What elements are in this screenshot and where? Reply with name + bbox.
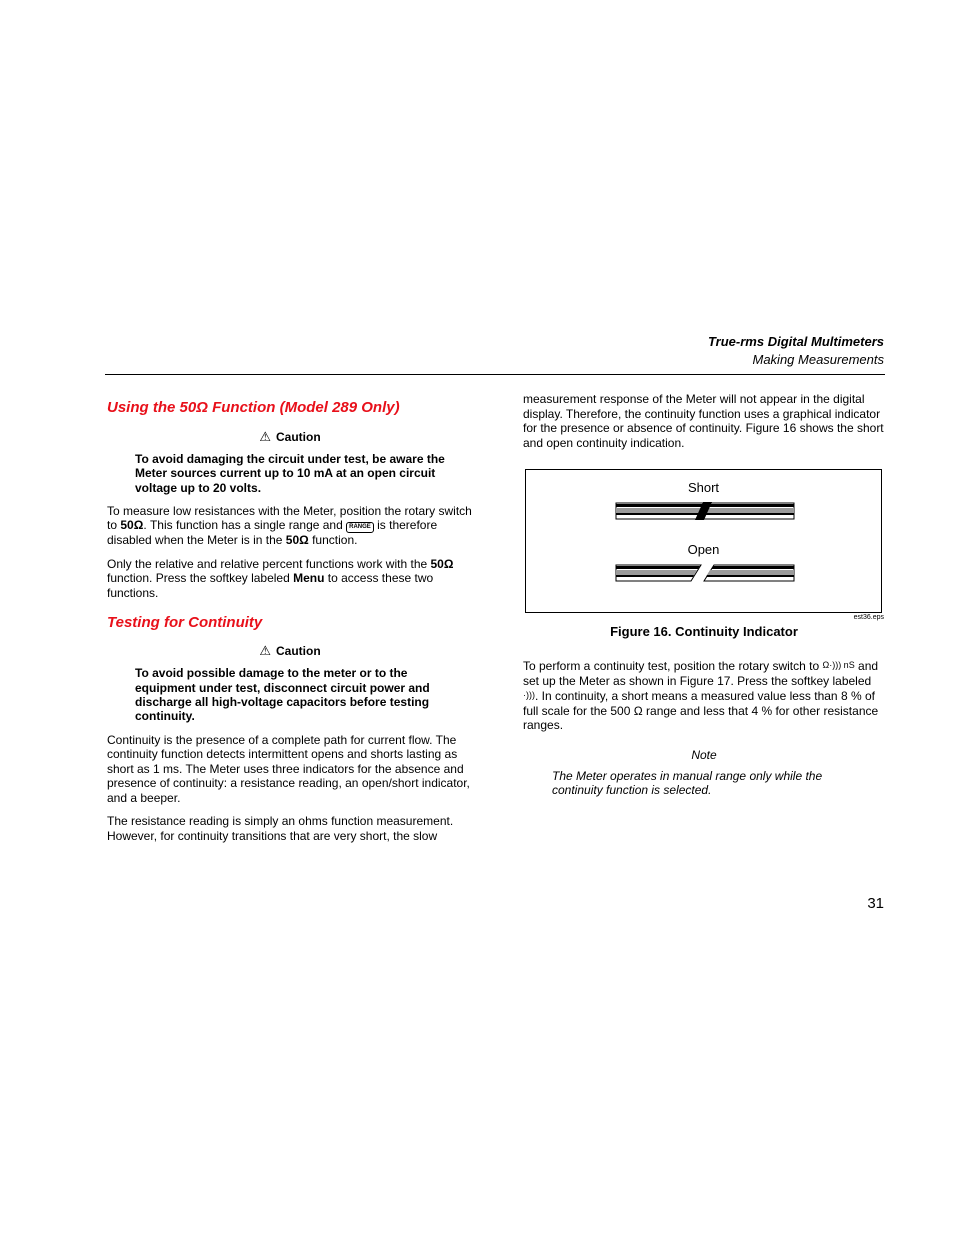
heading-prefix: Using the: [107, 399, 180, 416]
text-run: Only the relative and relative percent functions work with the: [107, 556, 431, 571]
running-header-title: True-rms Digital Multimeters: [707, 334, 884, 349]
paragraph: The resistance reading is simply an ohms function measurement. However, for continuity transitions that are very short, the slow: [107, 814, 454, 843]
paragraph: Continuity is the presence of a complete path for current flow. The continuity function detects intermittent opens and shorts lasting as short as 1 ms. The Meter uses three indicators for the absence and presence of continuity: a resistance reading, an open/short indicator, and a beeper.: [107, 732, 470, 805]
left-column: [107, 397, 473, 843]
text-run: . This function has a single range and: [143, 518, 347, 533]
warning-triangle-icon: ⚠: [259, 429, 271, 444]
running-header-subtitle: Making Measurements: [752, 352, 884, 367]
figure-file-id: est36.eps: [853, 614, 884, 621]
continuity-symbol-icon: Ω·))) nS: [822, 660, 855, 670]
section-heading-50ohm: [107, 397, 473, 419]
short-label: Short: [687, 480, 720, 495]
text-run: and set up the Meter as shown in Figure 17. Press the softkey labeled: [523, 659, 879, 688]
warning-triangle-icon: ⚠: [259, 643, 271, 659]
text-run: function.: [308, 533, 358, 548]
symbol-50ohm: 50Ω: [285, 533, 309, 548]
caution-text: To avoid damaging the circuit under test, be aware the Meter sources current up to 10 mA at an open circuit voltage up to 20 volts.: [135, 452, 445, 495]
section-heading-continuity: Testing for Continuity: [107, 614, 263, 632]
menu-label: Menu: [293, 571, 325, 586]
paragraph: [523, 658, 885, 733]
caution-heading: [107, 429, 473, 445]
paragraph: measurement response of the Meter will not appear in the digital display. Therefore, the continuity function uses a graphical indicator for the presence or absence of continuity. Figure 16 shows the short and open continuity indication.: [523, 392, 884, 450]
heading-symbol: 50Ω: [179, 399, 208, 416]
note-text: The Meter operates in manual range only while the continuity function is selected.: [552, 768, 823, 797]
beeper-symbol-icon: ·))): [523, 690, 535, 700]
open-label: Open: [687, 542, 720, 557]
range-key-icon: RANGE: [346, 522, 374, 533]
note-label: Note: [691, 747, 717, 762]
open-indicator-graphic: [616, 565, 794, 581]
text-run: To perform a continuity test, position the rotary switch to: [523, 659, 823, 673]
heading-suffix: Function (Model 289 Only): [207, 399, 400, 416]
page-number: 31: [867, 895, 884, 912]
caution-text: To avoid possible damage to the meter or to the equipment under test, disconnect circuit power and discharge all high-voltage capacitors before testing continuity.: [135, 666, 430, 724]
paragraph: [107, 504, 473, 548]
text-run: is therefore disabled when the Meter is in the: [107, 518, 438, 548]
symbol-50ohm: 50Ω: [430, 556, 454, 571]
caution-label: Caution: [275, 430, 321, 444]
short-indicator-graphic: [616, 502, 794, 520]
text-run: To measure low resistances with the Meter, position the rotary switch to: [107, 503, 472, 533]
caution-heading: [107, 643, 473, 659]
right-column: [523, 392, 885, 450]
text-run: . In continuity, a short means a measured value less than 8 % of full scale for the 500 Ω range and less that 4 % for other resistance ranges.: [523, 689, 879, 732]
caution-label: Caution: [275, 644, 321, 659]
right-lower-block: [523, 658, 885, 798]
symbol-50ohm: 50Ω: [120, 518, 144, 533]
header-rule: [105, 374, 885, 375]
figure-continuity-indicator: [525, 469, 882, 613]
paragraph: [107, 557, 473, 601]
figure-caption: Figure 16. Continuity Indicator: [610, 624, 798, 639]
text-run: to access these two functions.: [107, 571, 434, 600]
text-run: function. Press the softkey labeled: [107, 571, 294, 586]
